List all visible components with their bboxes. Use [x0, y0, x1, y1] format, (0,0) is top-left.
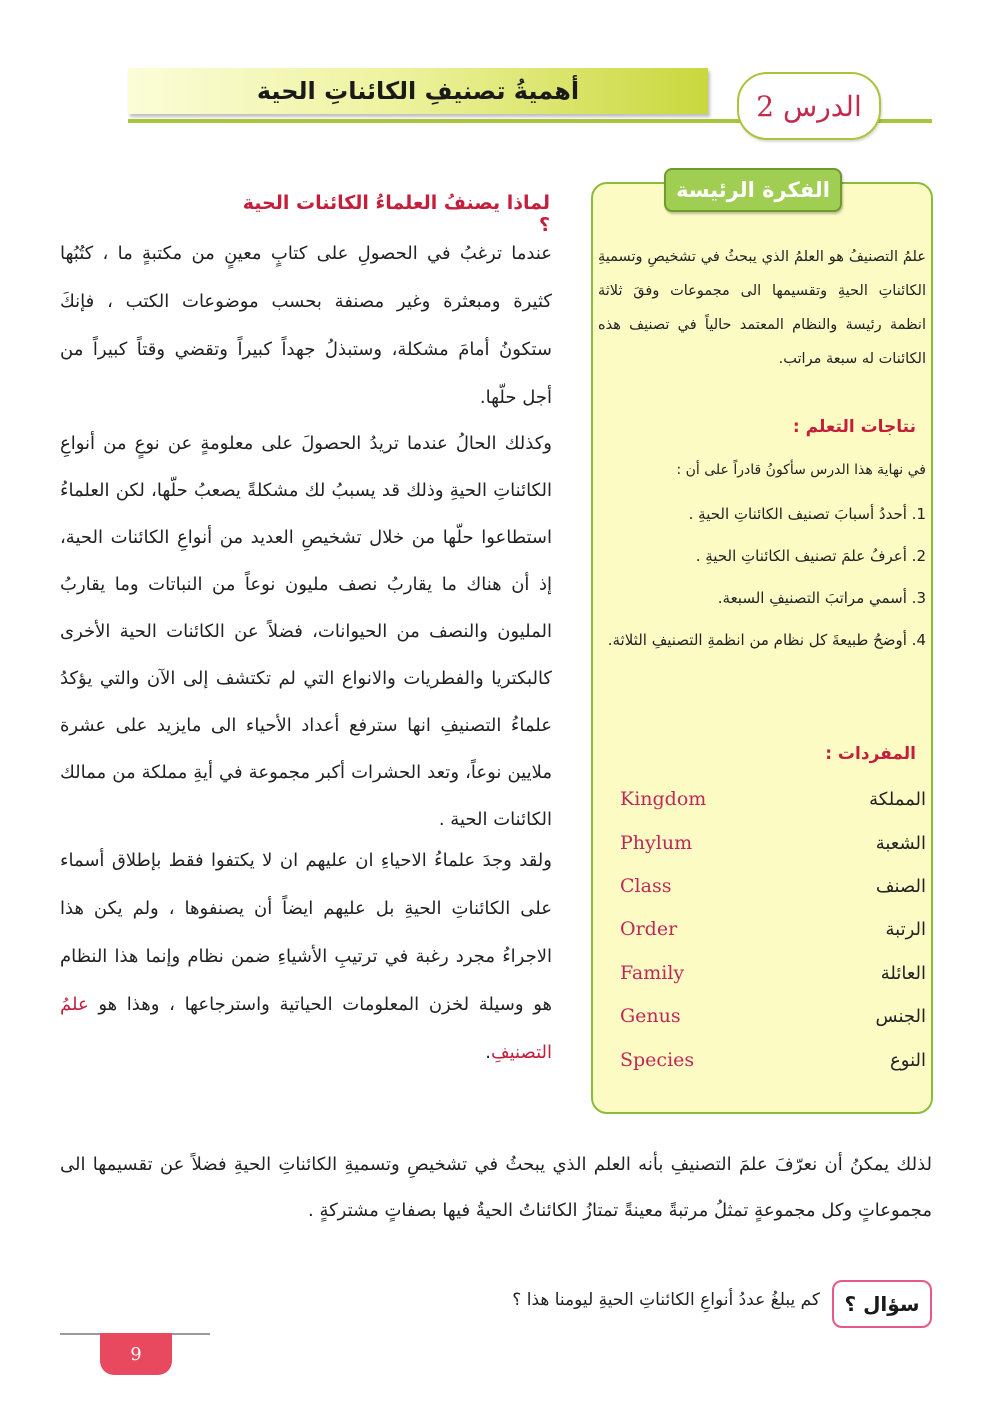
vocab-arabic: الصنف [875, 875, 926, 897]
main-idea-tab [664, 168, 842, 212]
conclusion-paragraph: لذلك يمكنُ أن نعرّفَ علمَ التصنيفِ بأنه العلم الذي يبحثُ في تشخيصِ وتسميةِ الكائناتِ الحيةِ فضلاً عن تقسيمها الى مجموعاتٍ وكل مجموعةٍ تمثلُ مرتبةً معينةً تمتازُ الكائناتُ الحيةُ فيها بصفاتٍ مشتركةٍ . [60, 1154, 932, 1221]
vocab-row [620, 914, 926, 944]
outcome-item: 1. أحددُ أسبابَ تصنيف الكائناتِ الحيةِ . [688, 505, 926, 523]
vocab-arabic: الرتبة [885, 918, 926, 940]
lesson-title-bar [128, 68, 708, 114]
paragraph-3-end: . [485, 1042, 491, 1063]
vocab-row [620, 871, 926, 901]
vocab-row [620, 958, 926, 988]
vocab-row [620, 784, 926, 814]
vocab-arabic: العائلة [880, 962, 926, 984]
paragraph-3 [60, 837, 552, 1077]
vocab-arabic: المملكة [869, 788, 926, 810]
lesson-title: أهميةُ تصنيفِ الكائناتِ الحية [256, 77, 580, 105]
paragraph-2: وكذلك الحالُ عندما تريدُ الحصولَ على معلومةٍ عن نوعٍ من أنواعِ الكائناتِ الحيةِ وذلك قد يسببُ لك مشكلةً يصعبُ حلّها، لكن العلماءُ استطاعوا حلّها من خلال تشخيصِ العديد من أنواعِ الكائنات الحية، إذ أن هناك ما يقاربُ نصف مليون نوعاً من النباتات وما يقاربُ المليون والنصف من الحيوانات، فضلاً عن الكائنات الحية الأخرى كالبكتريا والفطريات والانواع التي لم تكتشف إلى الآن والتي يؤكدُ علماءُ التصنيفِ انها سترفع أعداد الأحياء الى مايزيد على عشرة ملايين نوعاً، وتعد الحشرات أكبر مجموعة في أيةِ مملكة من ممالك الكائنات الحية . [60, 433, 552, 830]
question-text: كم يبلغُ عددُ أنواعِ الكائناتِ الحيةِ ليومنا هذا ؟ [512, 1290, 820, 1310]
vocab-english: Class [620, 875, 672, 897]
vocab-english: Phylum [620, 832, 693, 854]
section-heading: لماذا يصنفُ العلماءُ الكائنات الحية ؟ [242, 192, 550, 236]
outcomes-list [600, 500, 926, 668]
key-term: علمُ التصنيفِ [60, 994, 552, 1063]
vocab-arabic: الشعبة [875, 832, 926, 854]
vocab-row [620, 1045, 926, 1075]
question-badge [832, 1280, 932, 1328]
lesson-badge [737, 72, 881, 140]
paragraph-3-text: ولقد وجدَ علماءُ الاحياءِ ان عليهم ان لا يكتفوا فقط بإطلاق أسماء على الكائناتِ الحيةِ بل عليهم ايضاً أن يصنفوها ، ولم يكن هذا الاجراءُ مجرد رغبة في ترتيبِ الأشياءِ ضمن نظام وإنما هذا النظام هو وسيلة لخزن المعلومات الحياتية واسترجاعها ، وهذا هو [60, 850, 553, 1015]
lesson-badge-label: الدرس 2 [756, 89, 862, 123]
question-label-text: سؤال [863, 1292, 920, 1316]
vocab-arabic: الجنس [875, 1005, 926, 1027]
vocab-row [620, 828, 926, 858]
vocab-english: Species [620, 1049, 695, 1071]
vocab-english: Order [620, 918, 678, 940]
outcome-item: 3. أسمي مراتبَ التصنيفِ السبعة. [717, 589, 926, 607]
vocab-english: Kingdom [620, 788, 707, 810]
vocab-english: Family [620, 962, 685, 984]
outcome-item: 2. أعرفُ علمَ تصنيف الكائناتِ الحيةِ . [695, 547, 926, 565]
vocab-arabic: النوع [890, 1049, 926, 1071]
main-idea-tab-label: الفكرة الرئيسة [676, 178, 830, 202]
outcomes-intro: في نهاية هذا الدرس سأكونُ قادراً على أن : [676, 462, 926, 478]
vocabulary-title: المفردات : [825, 744, 916, 764]
vocab-english: Genus [620, 1005, 681, 1027]
page-number-tab [100, 1333, 172, 1375]
page-number: 9 [130, 1343, 142, 1365]
outcomes-title: نتاجات التعلم : [792, 417, 916, 437]
outcome-item: 4. أوضحُ طبيعةَ كل نظام من انظمةِ التصنيفِ الثلاثة. [607, 631, 926, 649]
main-idea-text: علمُ التصنيفُ هو العلمُ الذي يبحثُ في تشخيصِ وتسميةِ الكائناتِ الحيةِ وتقسيمها الى مجموعات وفقَ ثلاثة انظمة رئيسة والنظام المعتمد حالياً في تصنيف هذه الكائنات له سبعة مراتب. [598, 249, 926, 367]
question-badge-label [845, 1292, 920, 1316]
vocab-row [620, 1001, 926, 1031]
paragraph-1: عندما ترغبُ في الحصولِ على كتابٍ معينٍ من مكتبةٍ ما ، كتُبُها كثيرة ومبعثرة وغير مصنفة بحسب موضوعات الكتب ، فإنكَ ستكونُ أمامَ مشكلة، وستبذلُ جهداً كبيراً وتقضي وقتاً كبيراً من أجل حلّها. [60, 243, 552, 408]
question-mark-icon: ؟ [844, 1292, 857, 1316]
